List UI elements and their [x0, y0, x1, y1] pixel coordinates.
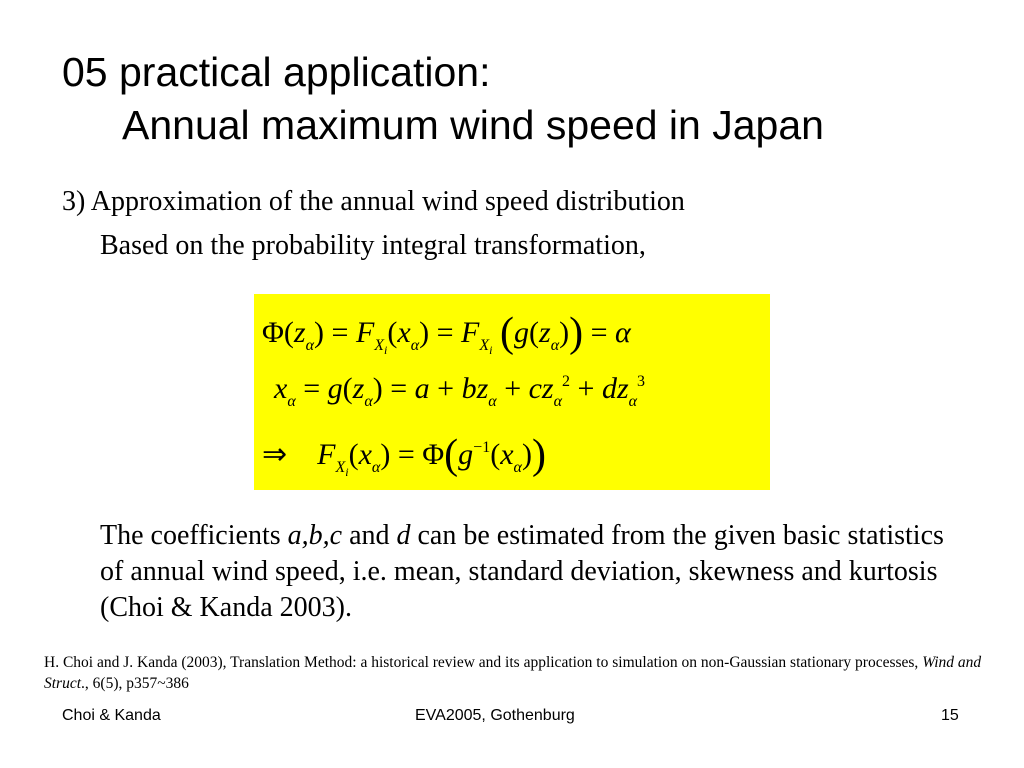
reference-journal: Wind and Struct — [44, 654, 982, 692]
slide-title — [62, 46, 824, 152]
explanation-paragraph — [100, 518, 960, 626]
section-subheading: Based on the probability integral transformation, — [100, 230, 646, 261]
reference-text-2: ., 6(5), p357~386 — [81, 675, 189, 692]
equation-2: $x_\alpha = g(z_\alpha) = a + bz_\alpha + cz_\alpha^2 + dz_\alpha^3$ — [274, 372, 646, 410]
footer-event: EVA2005, Gothenburg — [415, 707, 575, 724]
paragraph-text-3: can be estimated from the given basic statistics of annual wind speed, i.e. mean, standard deviation, skewness and kurtosis (Choi & Kanda 2003). — [100, 520, 944, 623]
footer-authors: Choi & Kanda — [62, 707, 161, 724]
title-line-1: 05 practical application: — [62, 49, 491, 95]
equation-box — [254, 294, 770, 490]
reference-citation — [44, 652, 1004, 694]
equation-1: $\Phi(z_\alpha) = F_{X_i}(x_\alpha) = F_{X_i}$ $(g(z_\alpha)) = \alpha$ — [262, 310, 631, 357]
paragraph-text-1: The coefficients — [100, 520, 288, 551]
footer-page-number: 15 — [941, 707, 959, 724]
title-line-2: Annual maximum wind speed in Japan — [122, 102, 824, 148]
equation-3: ⇒ $F_{X_i}(x_\alpha) = \Phi(g^{-1}(x_\alpha))$ — [262, 432, 546, 479]
coefficient-abc: a,b,c — [287, 520, 343, 551]
section-heading: 3) Approximation of the annual wind speed distribution — [62, 186, 685, 217]
paragraph-text-2: and — [342, 520, 397, 551]
coefficient-d: d — [396, 520, 411, 551]
reference-text-1: H. Choi and J. Kanda (2003), Translation Method: a historical review and its application to simulation on non-Gaussian stationary processes, — [44, 654, 923, 671]
